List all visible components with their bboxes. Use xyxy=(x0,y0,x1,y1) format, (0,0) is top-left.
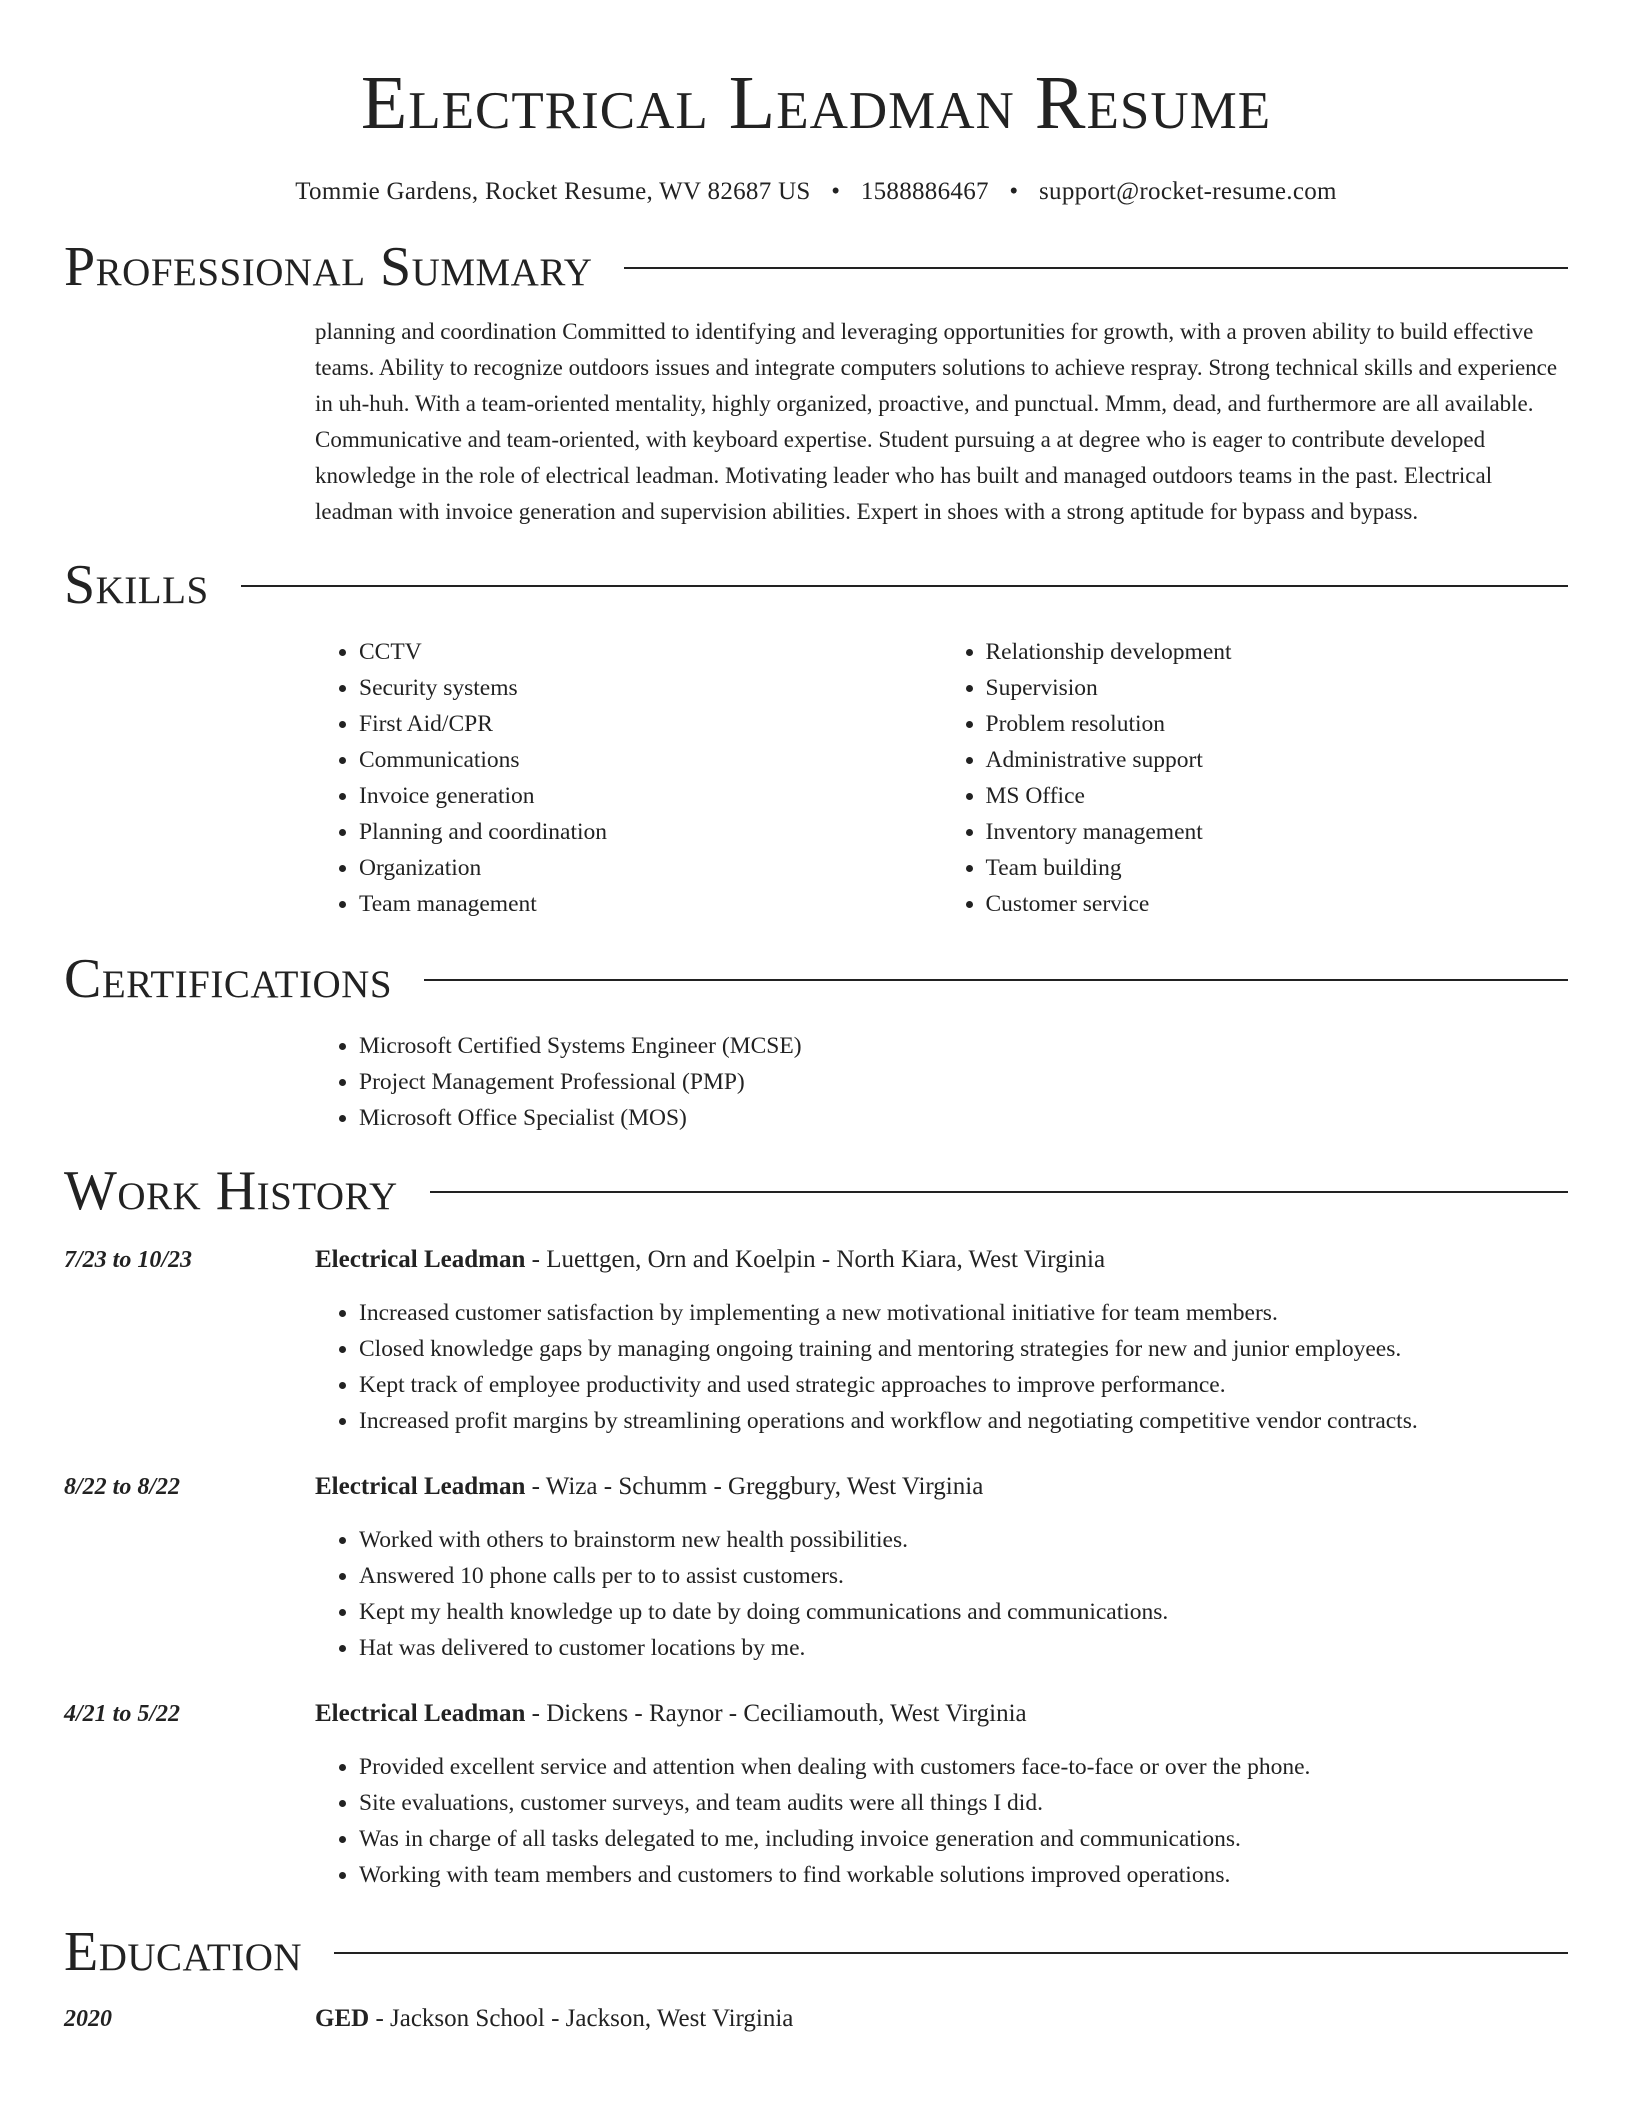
job-bullet: • Kept track of employee productivity and used strategic approaches to improve performance. xyxy=(359,1367,1568,1403)
certification-item: • Microsoft Certified Systems Engineer (MCSE) xyxy=(359,1028,1568,1064)
skill-item: • Inventory management xyxy=(986,814,1569,850)
skill-item: • Planning and coordination xyxy=(359,814,942,850)
job-bullet: • Was in charge of all tasks delegated to me, including invoice generation and communications. xyxy=(359,1821,1568,1857)
job-bullet: • Working with team members and customers to find workable solutions improved operations. xyxy=(359,1857,1568,1893)
skill-item: • Supervision xyxy=(986,670,1569,706)
job-title-line xyxy=(315,1469,1568,1505)
skills-column-left xyxy=(315,634,942,922)
summary-heading: Professional Summary xyxy=(64,236,593,298)
certifications-list xyxy=(315,1028,1568,1136)
contact-email: support@rocket-resume.com xyxy=(1039,178,1337,205)
education-title-line xyxy=(315,2001,1568,2037)
skill-item: • Security systems xyxy=(359,670,942,706)
job-bullet: • Provided excellent service and attention when dealing with customers face-to-face or over the phone. xyxy=(359,1749,1568,1785)
job-bullets xyxy=(315,1749,1568,1893)
summary-text: planning and coordination Committed to identifying and leveraging opportunities for growth, with a proven ability to build effective teams. Ability to recognize outdoors issues and integrate computers solutions to achieve respray. Strong technical skills and experience in uh-huh. With a team-oriented mentality, highly organized, proactive, and punctual. Mmm, dead, and furthermore are all available. Communicative and team-oriented, with keyboard expertise. Student pursuing a at degree who is eager to contribute developed knowledge in the role of electrical leadman. Motivating leader who has built and managed outdoors teams in the past. Electrical leadman with invoice generation and supervision abilities. Expert in shoes with a strong aptitude for bypass and bypass. xyxy=(315,319,1558,524)
skills-column-right xyxy=(942,634,1569,922)
certifications-heading: Certifications xyxy=(64,948,393,1010)
job-employer: - Wiza - Schumm - Greggbury, West Virginia xyxy=(525,1473,984,1500)
job-employer: - Dickens - Raynor - Ceciliamouth, West Virginia xyxy=(525,1700,1027,1727)
contact-separator: • xyxy=(1009,178,1019,205)
contact-address: Tommie Gardens, Rocket Resume, WV 82687 US xyxy=(295,178,811,205)
job-bullet: • Hat was delivered to customer locations by me. xyxy=(359,1630,1568,1666)
job-entry xyxy=(64,1242,1568,1439)
section-divider xyxy=(430,1191,1568,1193)
skills-list xyxy=(315,634,1568,922)
job-bullet: • Closed knowledge gaps by managing ongoing training and mentoring strategies for new and junior employees. xyxy=(359,1331,1568,1367)
job-bullet: • Increased customer satisfaction by implementing a new motivational initiative for team members. xyxy=(359,1295,1568,1331)
job-bullet: • Kept my health knowledge up to date by doing communications and communications. xyxy=(359,1594,1568,1630)
skill-item: • Customer service xyxy=(986,886,1569,922)
skill-item: • First Aid/CPR xyxy=(359,706,942,742)
job-title-line xyxy=(315,1696,1568,1732)
work-section-header xyxy=(64,1156,1568,1226)
education-dates: 2020 xyxy=(64,2006,112,2032)
job-bullets xyxy=(315,1295,1568,1439)
skills-section-header xyxy=(64,550,1568,620)
job-entry xyxy=(64,1696,1568,1893)
section-divider xyxy=(241,585,1568,587)
contact-line xyxy=(64,176,1568,208)
skill-item: • MS Office xyxy=(986,778,1569,814)
education-heading: Education xyxy=(64,1921,303,1983)
education-school: - Jackson School - Jackson, West Virginia xyxy=(369,2005,794,2032)
job-dates: 8/22 to 8/22 xyxy=(64,1474,181,1500)
resume-title: Electrical Leadman Resume xyxy=(360,61,1272,145)
skill-item: • CCTV xyxy=(359,634,942,670)
certification-item: • Project Management Professional (PMP) xyxy=(359,1064,1568,1100)
education-section-header xyxy=(64,1917,1568,1987)
skill-item: • Organization xyxy=(359,850,942,886)
skills-heading: Skills xyxy=(64,554,209,616)
certifications-section-header xyxy=(64,944,1568,1014)
education-entry xyxy=(64,2001,1568,2037)
job-employer: - Luettgen, Orn and Koelpin - North Kiara, West Virginia xyxy=(525,1246,1106,1273)
job-title-line xyxy=(315,1242,1568,1278)
work-heading: Work History xyxy=(64,1160,398,1222)
job-bullet: • Answered 10 phone calls per to to assist customers. xyxy=(359,1558,1568,1594)
job-bullet: • Increased profit margins by streamlining operations and workflow and negotiating competitive vendor contracts. xyxy=(359,1403,1568,1439)
skill-item: • Invoice generation xyxy=(359,778,942,814)
skill-item: • Team management xyxy=(359,886,942,922)
summary-section-header xyxy=(64,232,1568,302)
certification-item: • Microsoft Office Specialist (MOS) xyxy=(359,1100,1568,1136)
job-title: Electrical Leadman xyxy=(315,1473,526,1500)
skill-item: • Administrative support xyxy=(986,742,1569,778)
job-bullet: • Site evaluations, customer surveys, and team audits were all things I did. xyxy=(359,1785,1568,1821)
section-divider xyxy=(624,267,1568,269)
skill-item: • Problem resolution xyxy=(986,706,1569,742)
job-dates: 4/21 to 5/22 xyxy=(64,1701,181,1727)
resume-page xyxy=(64,0,1568,2037)
job-bullets xyxy=(315,1522,1568,1666)
job-dates: 7/23 to 10/23 xyxy=(64,1247,193,1273)
education-degree: GED xyxy=(315,2005,370,2032)
contact-phone: 1588886467 xyxy=(860,178,989,205)
section-divider xyxy=(424,979,1568,981)
job-bullet: • Worked with others to brainstorm new health possibilities. xyxy=(359,1522,1568,1558)
section-divider xyxy=(334,1952,1568,1954)
skill-item: • Communications xyxy=(359,742,942,778)
job-entry xyxy=(64,1469,1568,1666)
job-title: Electrical Leadman xyxy=(315,1246,526,1273)
contact-separator: • xyxy=(831,178,841,205)
job-title: Electrical Leadman xyxy=(315,1700,526,1727)
skill-item: • Team building xyxy=(986,850,1569,886)
skill-item: • Relationship development xyxy=(986,634,1569,670)
